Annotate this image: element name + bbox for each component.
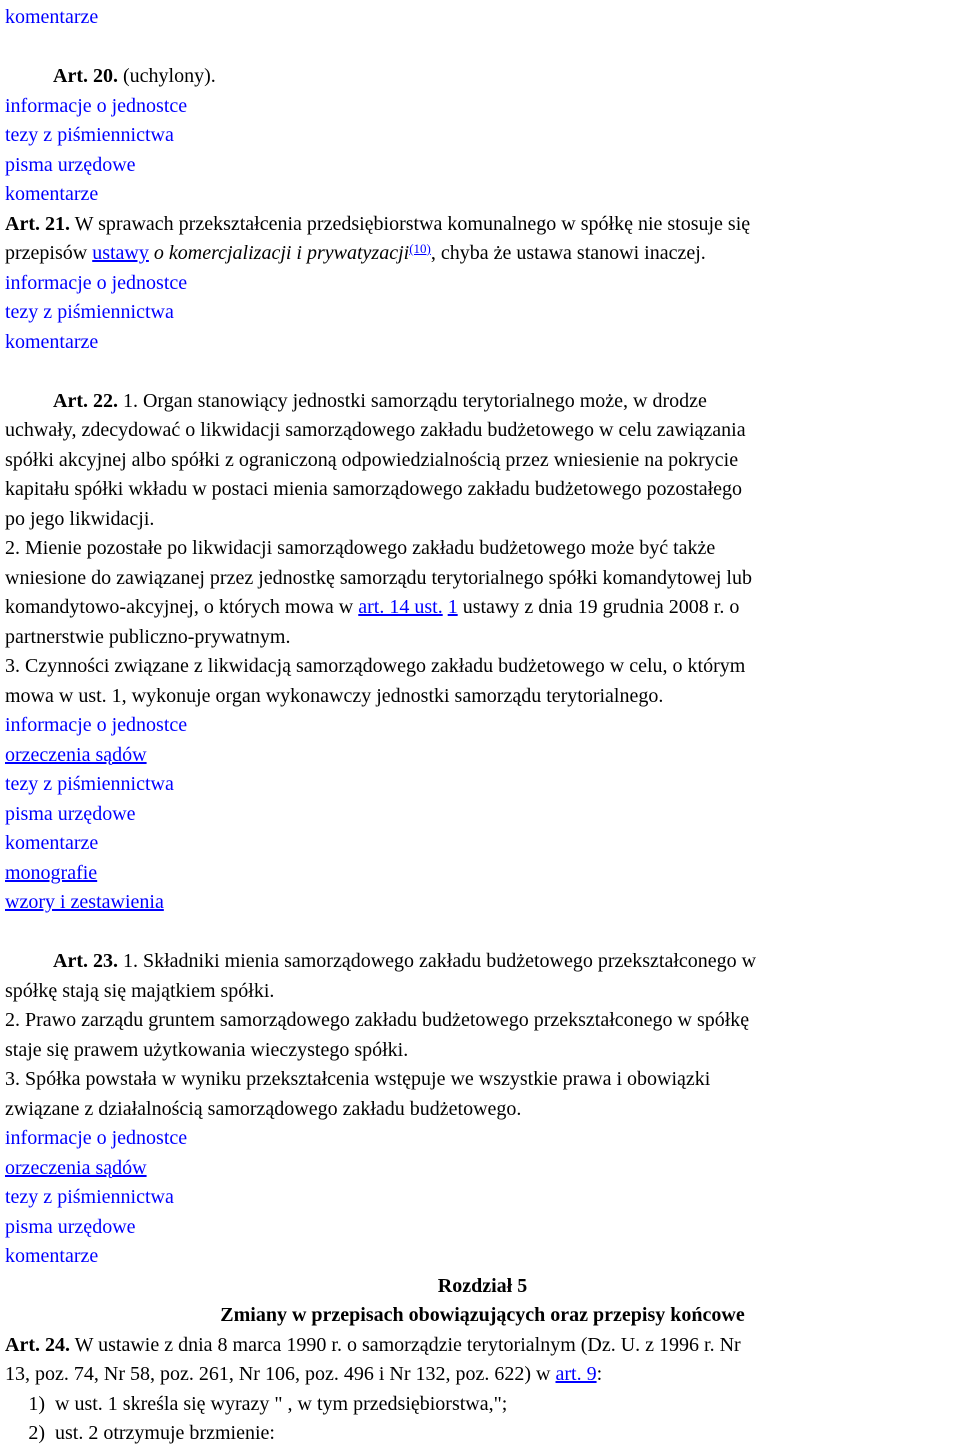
art-24-text: W ustawie z dnia 8 marca 1990 r. o samorządzie terytorialnym (Dz. U. z 1996 r. Nr [69, 1333, 741, 1356]
link-komentarze[interactable]: komentarze [5, 832, 99, 854]
list-item [5, 1419, 960, 1449]
art-23-text: 1. Składniki mienia samorządowego zakładu budżetowego przekształconego w [117, 950, 757, 972]
link-tezy-z-pismiennictwa[interactable]: tezy z piśmiennictwa [5, 773, 174, 795]
art-24-line-1 [5, 1331, 960, 1361]
art-24-line-2 [5, 1360, 960, 1390]
list-item-text: ust. 2 otrzymuje brzmienie: [55, 1422, 275, 1444]
link-orzeczenia-sadow[interactable]: orzeczenia sądów [5, 743, 147, 766]
link-informacje-o-jednostce[interactable]: informacje o jednostce [5, 714, 188, 736]
link-komentarze[interactable]: komentarze [5, 6, 99, 28]
chapter-title: Rozdział 5 [437, 1274, 528, 1297]
art-22-text: ustawy z dnia 19 grudnia 2008 r. o [457, 596, 740, 618]
link-pisma-urzedowe[interactable]: pisma urzędowe [5, 802, 136, 825]
link-pisma-urzedowe[interactable]: pisma urzędowe [5, 153, 136, 176]
footnote-ref-10[interactable]: (10) [409, 241, 431, 256]
link-informacje-o-jednostce[interactable]: informacje o jednostce [5, 1127, 188, 1149]
art-22-text: po jego likwidacji. [5, 507, 155, 530]
art-22-text: 2. Mienie pozostałe po likwidacji samorządowego zakładu budżetowego może być także [5, 537, 716, 559]
link-monografie[interactable]: monografie [5, 861, 98, 884]
art-20-label: Art. 20. [53, 65, 118, 87]
list-item-number: 2) [28, 1422, 45, 1444]
art-21-line-1 [5, 210, 960, 240]
art-22-text: wniesione do zawiązanej przez jednostkę samorządu terytorialnego spółki komandytowej lub [5, 566, 752, 589]
link-ust-1[interactable]: 1 [447, 596, 458, 618]
art-23-text: 3. Spółka powstała w wyniku przekształcenia wstępuje we wszystkie prawa i obowiązki [5, 1068, 711, 1090]
art-21-text: , chyba że ustawa stanowi inaczej. [430, 242, 706, 264]
link-orzeczenia-sadow[interactable]: orzeczenia sądów [5, 1156, 147, 1179]
art-23-text: 2. Prawo zarządu gruntem samorządowego zakładu budżetowego przekształconego w spółkę [5, 1009, 750, 1031]
chapter-subtitle: Zmiany w przepisach obowiązujących oraz przepisy końcowe [220, 1304, 745, 1326]
spacer [5, 918, 960, 948]
art-22-text: uchwały, zdecydować o likwidacji samorządowego zakładu budżetowego w celu zawiązania [5, 419, 746, 441]
link-komentarze[interactable]: komentarze [5, 183, 99, 205]
art-22-text: mowa w ust. 1, wykonuje organ wykonawczy jednostki samorządu terytorialnego. [5, 684, 664, 707]
art-23-label: Art. 23. [53, 950, 118, 972]
link-wzory-i-zestawienia[interactable]: wzory i zestawienia [5, 891, 164, 913]
art-22-text: 3. Czynności związane z likwidacją samorządowego zakładu budżetowego w celu, o którym [5, 655, 746, 677]
art-22-text: komandytowo-akcyjnej, o których mowa w [5, 596, 359, 618]
art-22-text: spółki akcyjnej albo spółki z ograniczoną odpowiedzialnością przez wniesienie na pokrycie [5, 448, 739, 471]
link-komentarze[interactable]: komentarze [5, 330, 99, 353]
art-23-line-1 [5, 947, 960, 977]
link-informacje-o-jednostce[interactable]: informacje o jednostce [5, 271, 188, 294]
art-24-label: Art. 24. [5, 1333, 70, 1356]
list-item-number: 1) [28, 1392, 45, 1415]
art-22-line-p2-3 [5, 593, 960, 623]
art-20 [5, 62, 960, 92]
link-tezy-z-pismiennictwa[interactable]: tezy z piśmiennictwa [5, 124, 174, 146]
art-21-line-2 [5, 239, 960, 269]
art-22-text: 1. Organ stanowiący jednostki samorządu terytorialnego może, w drodze [117, 389, 707, 412]
art-23-text: staje się prawem użytkowania wieczystego spółki. [5, 1038, 409, 1061]
link-komentarze[interactable]: komentarze [5, 1245, 99, 1267]
link-tezy-z-pismiennictwa[interactable]: tezy z piśmiennictwa [5, 301, 174, 323]
link-ustawy[interactable]: ustawy [92, 242, 149, 264]
link-informacje-o-jednostce[interactable]: informacje o jednostce [5, 94, 188, 117]
art-21-text: W sprawach przekształcenia przedsiębiorstwa komunalnego w spółkę nie stosuje się [69, 212, 751, 235]
art-21-italic: o komercjalizacji i prywatyzacji [148, 242, 410, 264]
art-22-text: kapitału spółki wkładu w postaci mienia samorządowego zakładu budżetowego pozostałego [5, 478, 743, 500]
art-20-text: (uchylony). [117, 65, 216, 87]
art-21-label: Art. 21. [5, 212, 70, 235]
document-page [5, 3, 960, 1449]
link-tezy-z-pismiennictwa[interactable]: tezy z piśmiennictwa [5, 1186, 174, 1208]
spacer [5, 357, 960, 387]
art-24-text: : [596, 1363, 603, 1385]
art-22-label: Art. 22. [53, 389, 118, 412]
art-21-text: przepisów [5, 242, 93, 264]
art-22-line-1 [5, 387, 960, 417]
link-art-14-ust[interactable]: art. 14 ust. [358, 596, 443, 618]
link-pisma-urzedowe[interactable]: pisma urzędowe [5, 1215, 136, 1238]
art-24-text: 13, poz. 74, Nr 58, poz. 261, Nr 106, poz. 496 i Nr 132, poz. 622) w [5, 1363, 556, 1385]
link-art-9[interactable]: art. 9 [555, 1363, 597, 1385]
art-22-text: partnerstwie publiczno-prywatnym. [5, 625, 291, 648]
art-23-text: związane z działalnością samorządowego zakładu budżetowego. [5, 1097, 522, 1120]
art-23-text: spółkę stają się majątkiem spółki. [5, 979, 275, 1002]
list-item [5, 1390, 960, 1420]
list-item-text: w ust. 1 skreśla się wyrazy " , w tym przedsiębiorstwa,"; [55, 1392, 508, 1415]
spacer [5, 33, 960, 63]
